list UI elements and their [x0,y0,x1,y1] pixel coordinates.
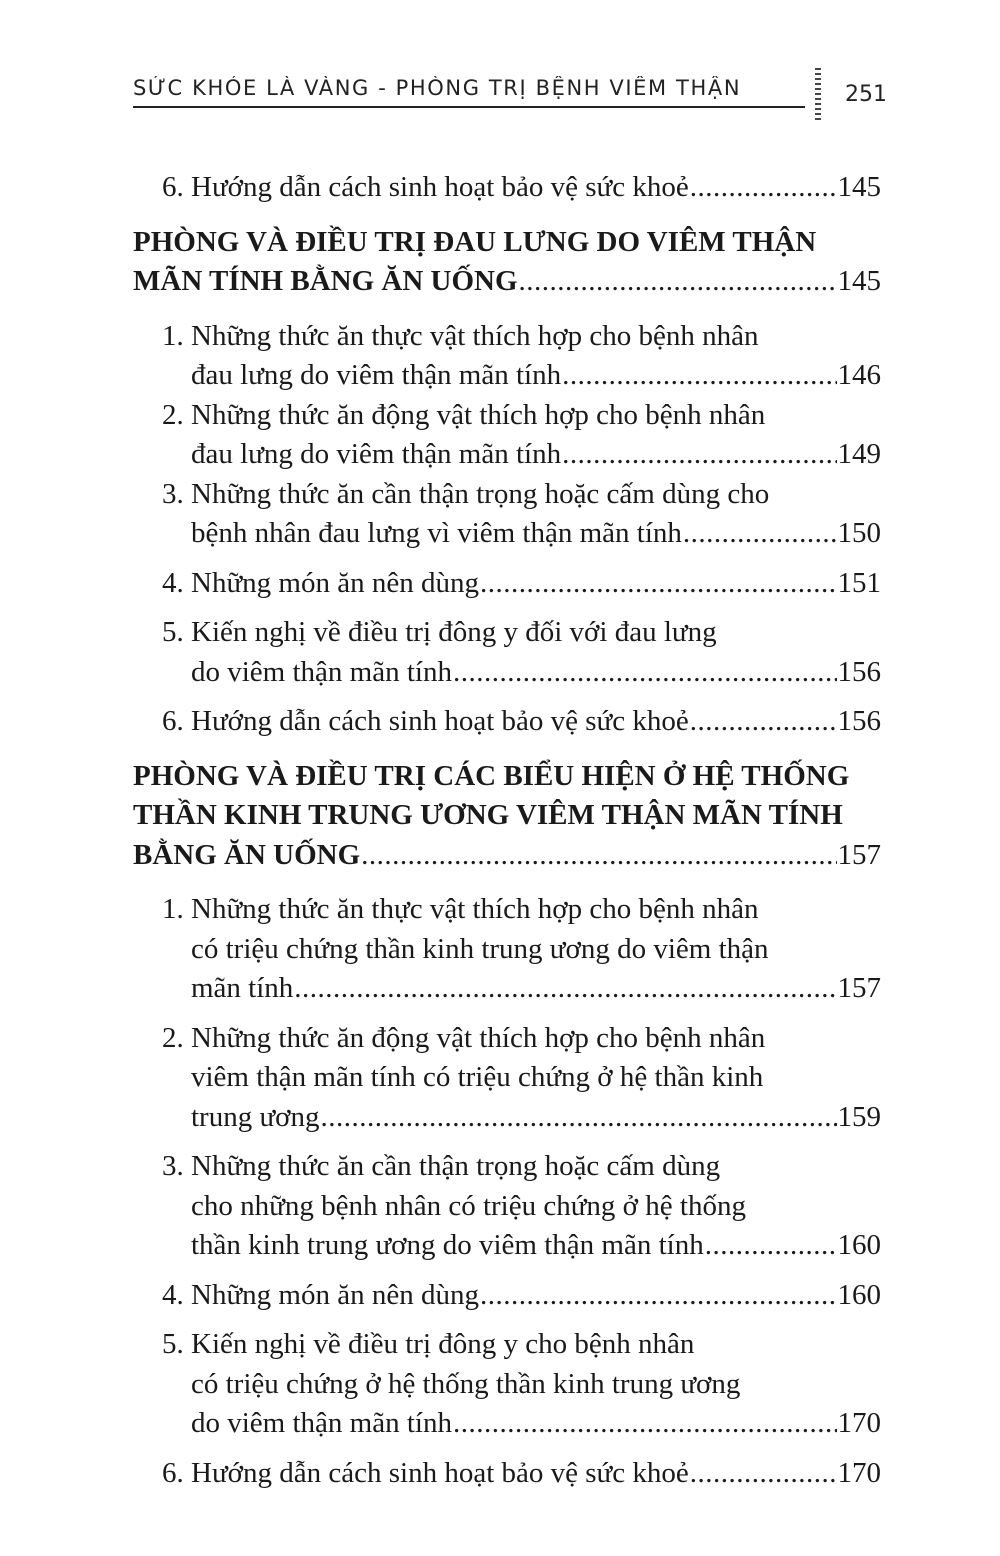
dot-leader [480,564,837,604]
section-heading[interactable]: PHÒNG VÀ ĐIỀU TRỊ CÁC BIỂU HIỆN Ở HỆ THỐNG [133,759,850,792]
header-ornament [815,68,821,122]
toc-entry-line[interactable]: 1. Những thức ăn thực vật thích hợp cho bệnh nhân [162,319,759,352]
dot-leader [562,356,836,396]
toc-entry-line[interactable]: 3. Những thức ăn cần thận trọng hoặc cấm dùng [162,1150,721,1182]
toc-entry-text: bệnh nhân đau lưng vì viêm thận mãn tính [191,517,682,549]
toc-entry-line[interactable]: 5. Kiến nghị về điều trị đông y đối với đau lưng [162,616,717,648]
dot-leader [519,262,837,302]
toc-entry-text: 6. Hướng dẫn cách sinh hoạt bảo vệ sức khoẻ [162,1456,689,1489]
dot-leader [705,1226,837,1266]
dot-leader [361,836,836,876]
toc-entry-text: 6. Hướng dẫn cách sinh hoạt bảo vệ sức khoẻ [162,171,689,203]
toc-entry[interactable] [133,1226,881,1266]
toc-entry-line[interactable]: 2. Những thức ăn động vật thích hợp cho bệnh nhân [162,1021,766,1054]
toc-page-number: 170 [837,1407,881,1439]
toc-entry-text: 4. Những món ăn nên dùng [162,1278,479,1311]
toc-entry-line[interactable]: 2. Những thức ăn động vật thích hợp cho bệnh nhân [162,398,766,431]
toc-page-number: 156 [837,705,881,737]
toc-entry-line[interactable]: có triệu chứng ở hệ thống thần kinh trung ương [191,1367,741,1400]
toc-entry-line[interactable]: 5. Kiến nghị về điều trị đông y cho bệnh nhân [162,1328,695,1360]
toc-entry-line[interactable]: cho những bệnh nhân có triệu chứng ở hệ thống [191,1189,746,1222]
section-heading-text: BẰNG ĂN UỐNG [133,838,361,871]
toc-entry[interactable] [133,653,881,693]
dot-leader [480,1276,837,1316]
toc-entry-text: trung ương [191,1100,320,1133]
dot-leader [321,1098,837,1138]
running-title: SỨC KHỎE LÀ VÀNG - PHÒNG TRỊ BỆNH VIÊM THẬN [133,76,742,100]
toc-entry[interactable] [133,702,881,742]
toc-entry[interactable] [133,514,881,554]
toc-page-number: 150 [837,517,881,549]
toc-page-number: 159 [837,1100,881,1133]
toc-entry[interactable] [133,564,881,604]
toc-entry[interactable] [133,1098,881,1138]
dot-leader [690,168,837,208]
dot-leader [690,1454,837,1494]
toc-entry-text: 6. Hướng dẫn cách sinh hoạt bảo vệ sức khoẻ [162,705,689,737]
toc-entry-line[interactable]: viêm thận mãn tính có triệu chứng ở hệ thần kinh [191,1061,764,1093]
dot-leader [453,653,837,693]
toc-entry-line[interactable]: 1. Những thức ăn thực vật thích hợp cho bệnh nhân [162,893,759,925]
section-heading[interactable]: PHÒNG VÀ ĐIỀU TRỊ ĐAU LƯNG DO VIÊM THẬN [133,225,817,258]
dot-leader [453,1404,837,1444]
toc-entry[interactable] [133,356,881,396]
toc-entry[interactable] [133,1404,881,1444]
dot-leader [294,969,836,1009]
toc-entry[interactable] [133,168,881,208]
toc-entry[interactable] [133,1276,881,1316]
section-heading[interactable]: THẦN KINH TRUNG ƯƠNG VIÊM THẬN MÃN TÍNH [133,799,843,831]
toc-entry-line[interactable]: 3. Những thức ăn cần thận trọng hoặc cấm dùng cho [162,477,770,510]
toc-entry-line[interactable]: có triệu chứng thần kinh trung ương do viêm thận [191,932,769,965]
toc-entry[interactable] [133,969,881,1009]
toc-entry-text: do viêm thận mãn tính [191,655,452,688]
page-number: 251 [845,82,887,107]
dot-leader [562,435,836,475]
table-of-contents [133,168,881,1493]
toc-entry[interactable] [133,435,881,475]
section-heading-entry[interactable] [133,836,881,876]
toc-page-number: 156 [837,655,881,688]
toc-page-number: 145 [837,171,881,203]
toc-page-number: 146 [837,359,881,391]
toc-entry-text: 4. Những món ăn nên dùng [162,566,479,599]
toc-page-number: 160 [837,1278,881,1311]
dot-leader [683,514,837,554]
toc-entry-text: do viêm thận mãn tính [191,1407,452,1439]
header-rule [133,106,805,108]
toc-page-number: 145 [837,265,881,297]
toc-entry-text: mãn tính [191,972,294,1004]
section-heading-text: MÃN TÍNH BẰNG ĂN UỐNG [133,265,518,297]
toc-entry-text: đau lưng do viêm thận mãn tính [191,438,562,470]
toc-page-number: 149 [837,438,881,470]
section-heading-entry[interactable] [133,262,881,302]
toc-page-number: 157 [837,838,881,871]
toc-entry[interactable] [133,1454,881,1494]
dot-leader [690,702,837,742]
toc-entry-text: thần kinh trung ương do viêm thận mãn tính [191,1229,704,1261]
toc-page-number: 160 [837,1229,881,1261]
toc-page-number: 151 [837,566,881,599]
toc-entry-text: đau lưng do viêm thận mãn tính [191,359,562,391]
toc-page-number: 157 [837,972,881,1004]
toc-page-number: 170 [837,1456,881,1489]
